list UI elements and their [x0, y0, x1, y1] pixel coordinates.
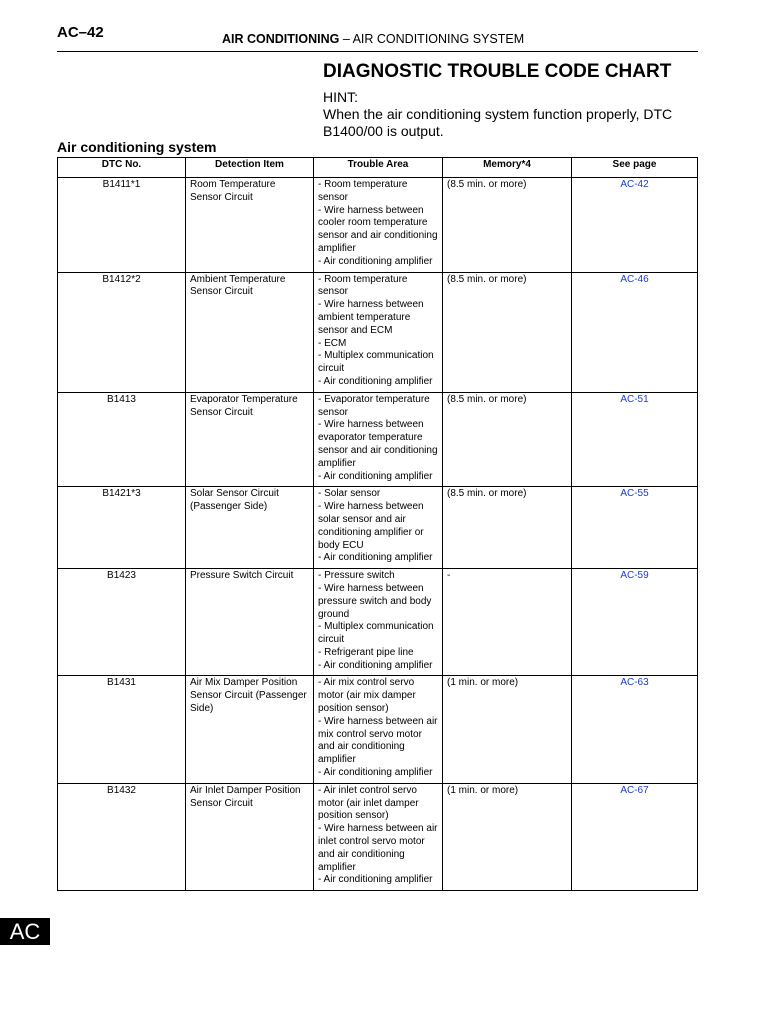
table-row — [58, 487, 698, 569]
trouble-area-line: - Air conditioning amplifier — [318, 874, 433, 886]
trouble-area-cell — [314, 783, 443, 890]
table-row — [58, 178, 698, 273]
trouble-area-line: - Multiplex communication circuit — [318, 350, 434, 375]
trouble-area-line: - ECM — [318, 337, 347, 349]
hint-label: HINT: — [323, 89, 358, 105]
table-body — [58, 178, 698, 891]
detection-item-cell: Room Temperature Sensor Circuit — [186, 178, 314, 273]
see-page-link[interactable]: AC-59 — [572, 569, 698, 676]
column-header-dtc: DTC No. — [58, 158, 186, 178]
detection-item-cell: Air Mix Damper Position Sensor Circuit (Passenger Side) — [186, 676, 314, 783]
running-header — [222, 32, 524, 46]
column-header-trouble-area: Trouble Area — [314, 158, 443, 178]
memory-cell: (8.5 min. or more) — [443, 392, 572, 487]
memory-cell: (1 min. or more) — [443, 783, 572, 890]
dtc-code-cell: B1412*2 — [58, 272, 186, 392]
trouble-area-line: - Wire harness between air mix control servo motor and air conditioning amplifier — [318, 715, 438, 766]
memory-cell: (8.5 min. or more) — [443, 272, 572, 392]
trouble-area-line: - Wire harness between ambient temperature sensor and ECM — [318, 299, 424, 336]
table-row — [58, 392, 698, 487]
trouble-area-cell — [314, 487, 443, 569]
trouble-area-cell — [314, 569, 443, 676]
hint-block — [323, 89, 703, 140]
dtc-table — [57, 157, 698, 891]
page-number: AC–42 — [57, 24, 104, 41]
trouble-area-cell — [314, 272, 443, 392]
memory-cell: - — [443, 569, 572, 676]
detection-item-cell: Pressure Switch Circuit — [186, 569, 314, 676]
trouble-area-line: - Solar sensor — [318, 488, 381, 500]
hint-text: When the air conditioning system function properly, DTC B1400/00 is output. — [323, 106, 673, 139]
trouble-area-line: - Multiplex communication circuit — [318, 621, 434, 646]
header-separator: – — [342, 32, 350, 46]
table-row — [58, 783, 698, 890]
dtc-code-cell: B1413 — [58, 392, 186, 487]
trouble-area-line: - Air conditioning amplifier — [318, 470, 433, 482]
table-row — [58, 272, 698, 392]
trouble-area-line: - Air mix control servo motor (air mix damper position sensor) — [318, 677, 416, 715]
memory-cell: (1 min. or more) — [443, 676, 572, 783]
dtc-code-cell: B1423 — [58, 569, 186, 676]
detection-item-cell: Ambient Temperature Sensor Circuit — [186, 272, 314, 392]
see-page-link[interactable]: AC-42 — [572, 178, 698, 273]
trouble-area-line: - Wire harness between air inlet control servo motor and air conditioning amplifier — [318, 823, 438, 873]
dtc-code-cell: B1431 — [58, 676, 186, 783]
detection-item-cell: Solar Sensor Circuit (Passenger Side) — [186, 487, 314, 569]
table-header-row — [58, 158, 698, 178]
detection-item-cell: Air Inlet Damper Position Sensor Circuit — [186, 783, 314, 890]
table-row — [58, 676, 698, 783]
header-subsection: AIR CONDITIONING SYSTEM — [352, 32, 525, 46]
section-title: Air conditioning system — [57, 139, 217, 155]
dtc-code-cell: B1411*1 — [58, 178, 186, 273]
trouble-area-line: - Wire harness between cooler room temperature sensor and air conditioning amplifier — [318, 204, 438, 254]
header-rule — [57, 51, 698, 52]
trouble-area-line: - Room temperature sensor — [318, 179, 408, 203]
trouble-area-line: - Wire harness between solar sensor and air conditioning amplifier or body ECU — [318, 501, 424, 551]
see-page-link[interactable]: AC-46 — [572, 272, 698, 392]
trouble-area-cell — [314, 392, 443, 487]
trouble-area-line: - Refrigerant pipe line — [318, 646, 414, 658]
see-page-link[interactable]: AC-63 — [572, 676, 698, 783]
see-page-link[interactable]: AC-55 — [572, 487, 698, 569]
memory-cell: (8.5 min. or more) — [443, 178, 572, 273]
section-tab-badge: AC — [0, 918, 50, 945]
column-header-detection-item: Detection Item — [186, 158, 314, 178]
see-page-link[interactable]: AC-51 — [572, 392, 698, 487]
trouble-area-line: - Room temperature sensor — [318, 273, 408, 298]
dtc-code-cell: B1421*3 — [58, 487, 186, 569]
dtc-code-cell: B1432 — [58, 783, 186, 890]
page-title: DIAGNOSTIC TROUBLE CODE CHART — [323, 61, 672, 82]
header-section: AIR CONDITIONING — [222, 32, 340, 46]
memory-cell: (8.5 min. or more) — [443, 487, 572, 569]
column-header-see-page: See page — [572, 158, 698, 178]
trouble-area-line: - Air conditioning amplifier — [318, 375, 433, 387]
trouble-area-line: - Air conditioning amplifier — [318, 767, 433, 779]
trouble-area-cell — [314, 178, 443, 273]
trouble-area-line: - Wire harness between pressure switch and body ground — [318, 582, 432, 620]
trouble-area-line: - Air conditioning amplifier — [318, 255, 433, 267]
trouble-area-cell — [314, 676, 443, 783]
trouble-area-line: - Wire harness between evaporator temperature sensor and air conditioning amplifier — [318, 419, 438, 469]
table-row — [58, 569, 698, 676]
trouble-area-line: - Pressure switch — [318, 570, 395, 582]
trouble-area-line: - Air conditioning amplifier — [318, 552, 433, 564]
see-page-link[interactable]: AC-67 — [572, 783, 698, 890]
detection-item-cell: Evaporator Temperature Sensor Circuit — [186, 392, 314, 487]
trouble-area-line: - Air inlet control servo motor (air inlet damper position sensor) — [318, 784, 419, 822]
trouble-area-line: - Evaporator temperature sensor — [318, 393, 430, 418]
column-header-memory: Memory*4 — [443, 158, 572, 178]
trouble-area-line: - Air conditioning amplifier — [318, 659, 433, 671]
